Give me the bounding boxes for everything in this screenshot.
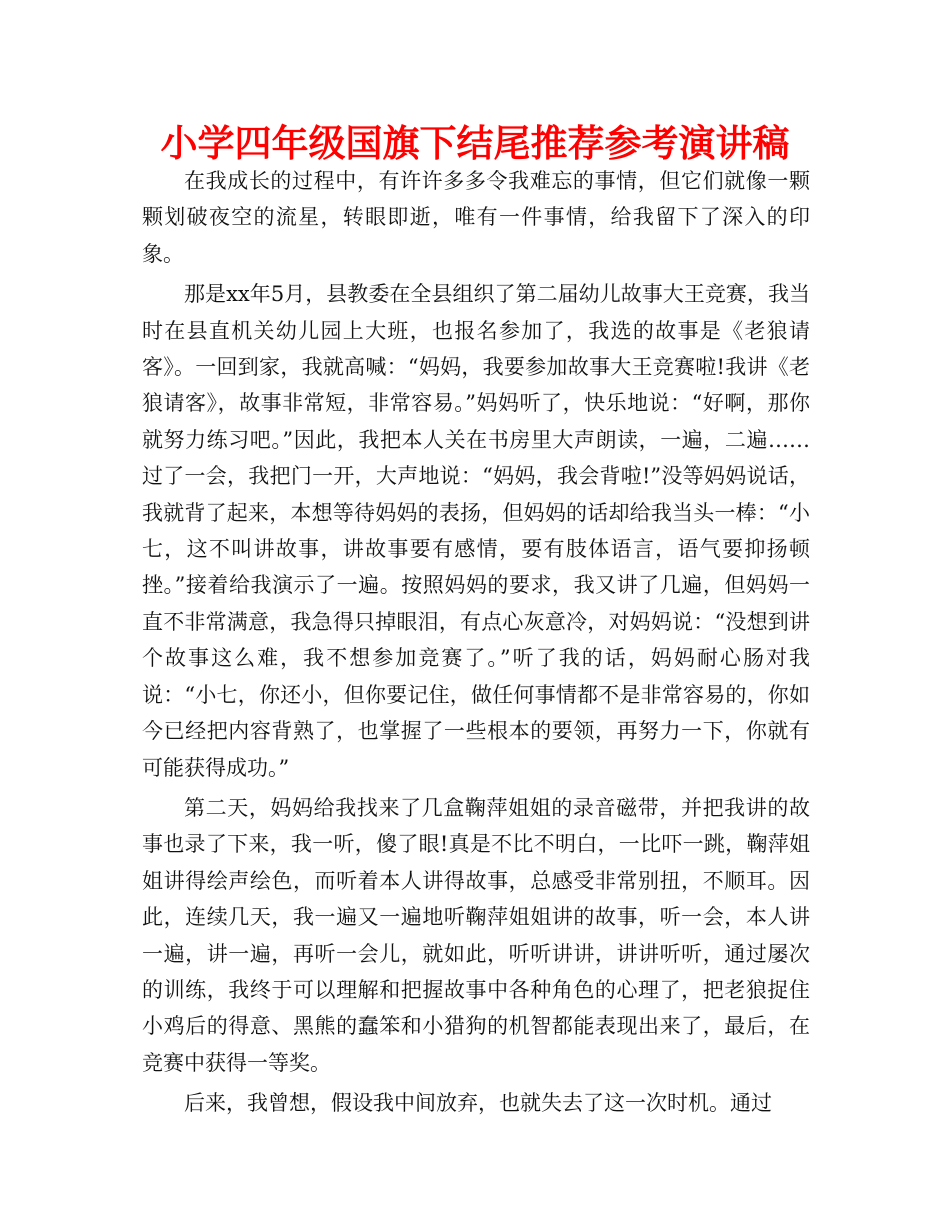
paragraph-3: 第二天，妈妈给我找来了几盒鞠萍姐姐的录音磁带，并把我讲的故事也录了下来，我一听，傻了眼!真是不比不明白，一比吓一跳，鞠萍姐姐讲得绘声绘色，而听着本人讲得故事，总感受非常别扭，不顺耳。因此，连续几天，我一遍又一遍地听鞠萍姐姐讲的故事，听一会，本人讲一遍，讲一遍，再听一会儿，就如此，听听讲讲，讲讲听听，通过屡次的训练，我终于可以理解和把握故事中各种角色的心理了，把老狼捉住小鸡后的得意、黑熊的蠢笨和小猎狗的机智都能表现出来了，最后，在竞赛中获得一等奖。 — [142, 795, 810, 1075]
paragraph-4: 后来，我曾想，假设我中间放弃，也就失去了这一次时机。通过 — [184, 1091, 772, 1116]
document-title: 小学四年级国旗下结尾推荐参考演讲稿 — [160, 122, 790, 165]
paragraph-1: 在我成长的过程中，有许许多多令我难忘的事情，但它们就像一颗颗划破夜空的流星，转眼即逝，唯有一件事情，给我留下了深入的印象。 — [142, 169, 810, 266]
document-body — [142, 163, 810, 1122]
paragraph-2: 那是xx年5月，县教委在全县组织了第二届幼儿故事大王竞赛，我当时在县直机关幼儿园上大班，也报名参加了，我选的故事是《老狼请客》。一回到家，我就高喊：“妈妈，我要参加故事大王竞赛啦!我讲《老狼请客》，故事非常短，非常容易。”妈妈听了，快乐地说：“好啊，那你就努力练习吧。”因此，我把本人关在书房里大声朗读，一遍，二遍……过了一会，我把门一开，大声地说：“妈妈，我会背啦!”没等妈妈说话，我就背了起来，本想等待妈妈的表扬，但妈妈的话却给我当头一棒：“小七，这不叫讲故事，讲故事要有感情，要有肢体语言，语气要抑扬顿挫。”接着给我演示了一遍。按照妈妈的要求，我又讲了几遍，但妈妈一直不非常满意，我急得只掉眼泪，有点心灰意冷，对妈妈说：“没想到讲个故事这么难，我不想参加竞赛了。”听了我的话，妈妈耐心肠对我说：“小七，你还小，但你要记住，做任何事情都不是非常容易的，你如今已经把内容背熟了，也掌握了一些根本的要领，再努力一下，你就有可能获得成功。” — [142, 282, 810, 780]
